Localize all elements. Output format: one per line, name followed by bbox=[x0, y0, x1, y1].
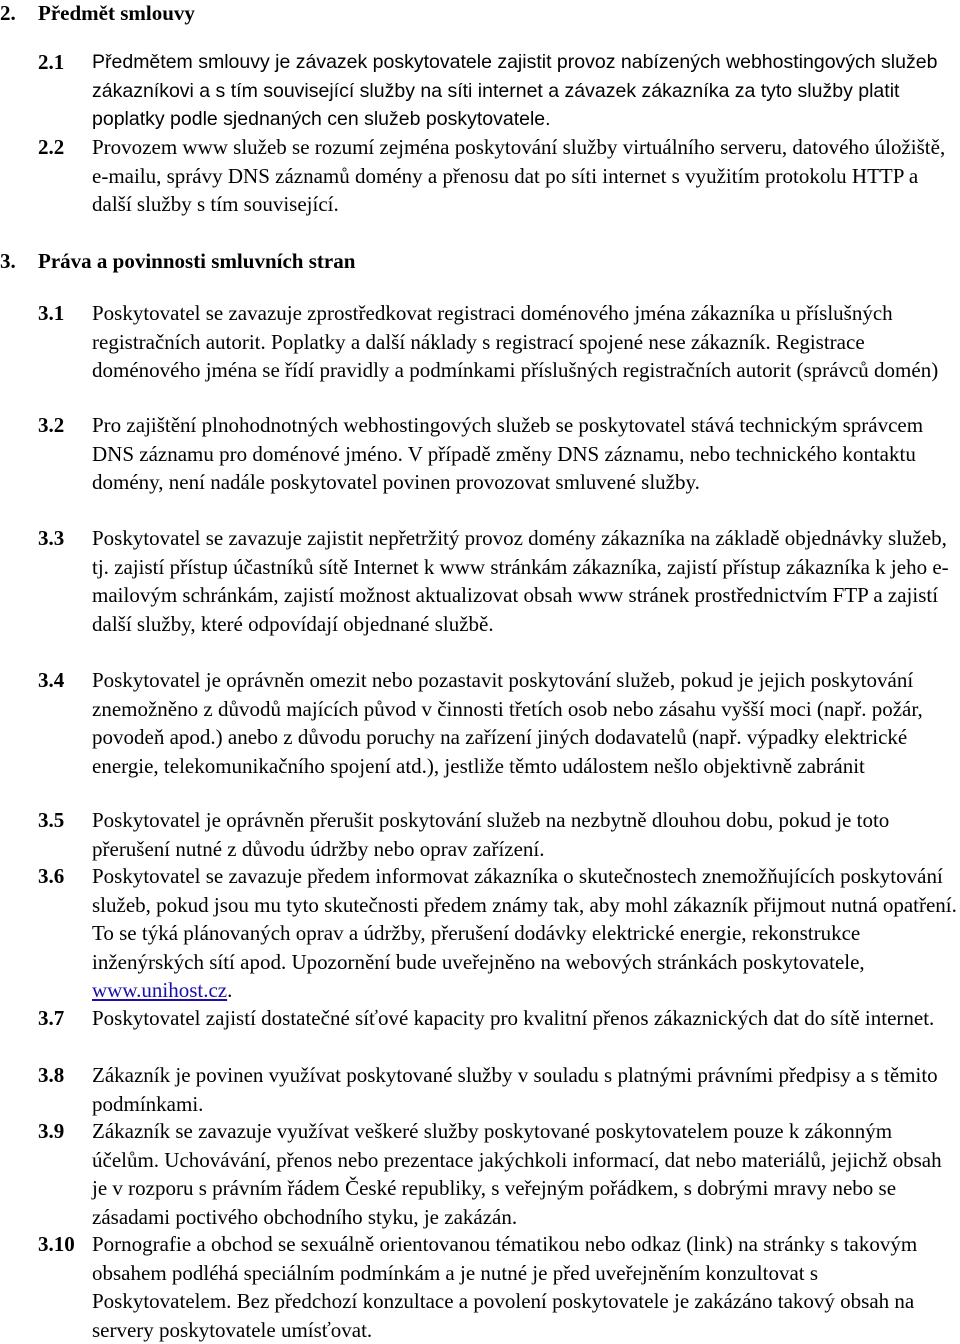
clause-number: 3.9 bbox=[38, 1119, 65, 1143]
clause-3-10 bbox=[38, 1230, 958, 1344]
clause-3-5 bbox=[38, 806, 958, 863]
clause-text-end: . bbox=[227, 978, 233, 1002]
clause-number: 3.5 bbox=[38, 808, 65, 832]
section-title: Předmět smlouvy bbox=[38, 1, 195, 25]
clause-2-1 bbox=[38, 48, 958, 134]
clause-number: 3.3 bbox=[38, 526, 65, 550]
clause-text: Zákazník se zavazuje využívat veškeré služby poskytované poskytovatelem pouze k zákonným účelům. Uchovávání, přenos nebo prezentace jakýchkoli informací, dat nebo materiálů, jejichž obsah je v rozporu s právním řádem České republiky, s veřejným pořádkem, s dobrými mravy nebo se zásadami poctivého obchodního styku, je zakázán. bbox=[92, 1119, 942, 1229]
section-number: 2. bbox=[0, 1, 16, 25]
section-heading-3 bbox=[0, 248, 355, 274]
section-heading-2 bbox=[0, 0, 195, 26]
clause-3-6 bbox=[38, 862, 958, 1005]
section-number: 3. bbox=[0, 249, 16, 273]
clause-number: 3.8 bbox=[38, 1063, 65, 1087]
clause-text-content: Provozem www služeb se rozumí zejména poskytování služby virtuálního serveru, datového úložiště, e-mailu, správy DNS záznamů domény a přenosu dat po síti internet s využitím protokolu HTTP a další služby s tím související. bbox=[92, 135, 946, 216]
clause-text: Předmětem smlouvy je závazek poskytovatele zajistit provoz nabízených webhostingových služeb zákazníkovi a s tím související služby na síti internet a závazek zákazníka za tyto služby platit poplatky podle sjednaných cen služeb poskytovatele. bbox=[92, 51, 938, 130]
clause-text bbox=[92, 862, 958, 1005]
clause-text: Pornografie a obchod se sexuálně orientovanou tématikou nebo odkaz (link) na stránky s takovým obsahem podléhá speciálním podmínkám a je nutné je před uveřejněním konzultovat s Poskytovatelem. Bez předchozí konzultace a povolení poskytovatele je zakázáno takový obsah na servery poskytovatele umísťovat. bbox=[92, 1232, 918, 1342]
clause-number: 3.2 bbox=[38, 413, 65, 437]
clause-number: 3.10 bbox=[38, 1232, 75, 1256]
clause-3-4 bbox=[38, 666, 958, 780]
clause-3-9 bbox=[38, 1117, 958, 1231]
clause-number: 3.1 bbox=[38, 301, 65, 325]
clause-text-content: Poskytovatel se zavazuje předem informovat zákazníka o skutečnostech znemožňujících poskytování služeb, pokud jsou mu tyto skutečnosti předem známy tak, aby mohl zákazník přijmout nutná opatření. To se týká plánovaných oprav a údržby, přerušení dodávky elektrické energie, rekonstrukce inženýrských sítí apod. Upozornění bude uveřejněno na webových stránkách poskytovatele, bbox=[92, 864, 957, 974]
section-title: Práva a povinnosti smluvních stran bbox=[38, 249, 356, 273]
clause-number: 2.2 bbox=[38, 135, 65, 159]
clause-3-1 bbox=[38, 299, 958, 385]
clause-text: Poskytovatel se zavazuje zprostředkovat registraci doménového jména zákazníka u příslušných registračních autorit. Poplatky a další náklady s registrací spojené nese zákazník. Registrace doménového jména se řídí pravidly a podmínkami příslušných registračních autorit (správců domén) bbox=[92, 301, 939, 382]
clause-number: 3.6 bbox=[38, 864, 65, 888]
clause-text: Poskytovatel je oprávněn přerušit poskytování služeb na nezbytně dlouhou dobu, pokud je toto přerušení nutné z důvodu údržby nebo oprav zařízení. bbox=[92, 808, 890, 861]
clause-text: Poskytovatel se zavazuje zajistit nepřetržitý provoz domény zákazníka na základě objednávky služeb, tj. zajistí přístup účastníků sítě Internet k www stránkám zákazníka, zajistí přístup zákazníka k jeho e-mailovým schránkám, zajistí možnost aktualizovat obsah www stránek prostřednictvím FTP a zajistí další služby, které odpovídají objednané službě. bbox=[92, 526, 949, 636]
clause-text: Pro zajištění plnohodnotných webhostingových služeb se poskytovatel stává technickým správcem DNS záznamu pro doménové jméno. V případě změny DNS záznamu, nebo technického kontaktu domény, není nadále poskytovatel povinen provozovat smluvené služby. bbox=[92, 413, 924, 494]
clause-text bbox=[92, 133, 958, 219]
clause-number: 3.7 bbox=[38, 1006, 65, 1030]
clause-3-8 bbox=[38, 1061, 958, 1118]
clause-3-2 bbox=[38, 411, 958, 497]
clause-text: Poskytovatel zajistí dostatečné síťové kapacity pro kvalitní přenos zákaznických dat do sítě internet. bbox=[92, 1006, 935, 1030]
website-link[interactable]: www.unihost.cz bbox=[92, 978, 228, 1002]
clause-text: Poskytovatel je oprávněn omezit nebo pozastavit poskytování služeb, pokud je jejich poskytování znemožněno z důvodů majících původ v činnosti třetích osob nebo zásahu vyšší moci (např. požár, povodeň apod.) anebo z důvodu poruchy na zařízení jiných dodavatelů (např. výpadky elektrické energie, telekomunikačního spojení atd.), jestliže těmto událostem nešlo objektivně zabránit bbox=[92, 668, 923, 778]
clause-2-2 bbox=[38, 133, 958, 219]
clause-text: Zákazník je povinen využívat poskytované služby v souladu s platnými právními předpisy a s těmito podmínkami. bbox=[92, 1063, 938, 1116]
clause-3-3 bbox=[38, 524, 958, 638]
clause-number: 2.1 bbox=[38, 50, 65, 74]
clause-number: 3.4 bbox=[38, 668, 65, 692]
clause-3-7 bbox=[38, 1004, 958, 1033]
